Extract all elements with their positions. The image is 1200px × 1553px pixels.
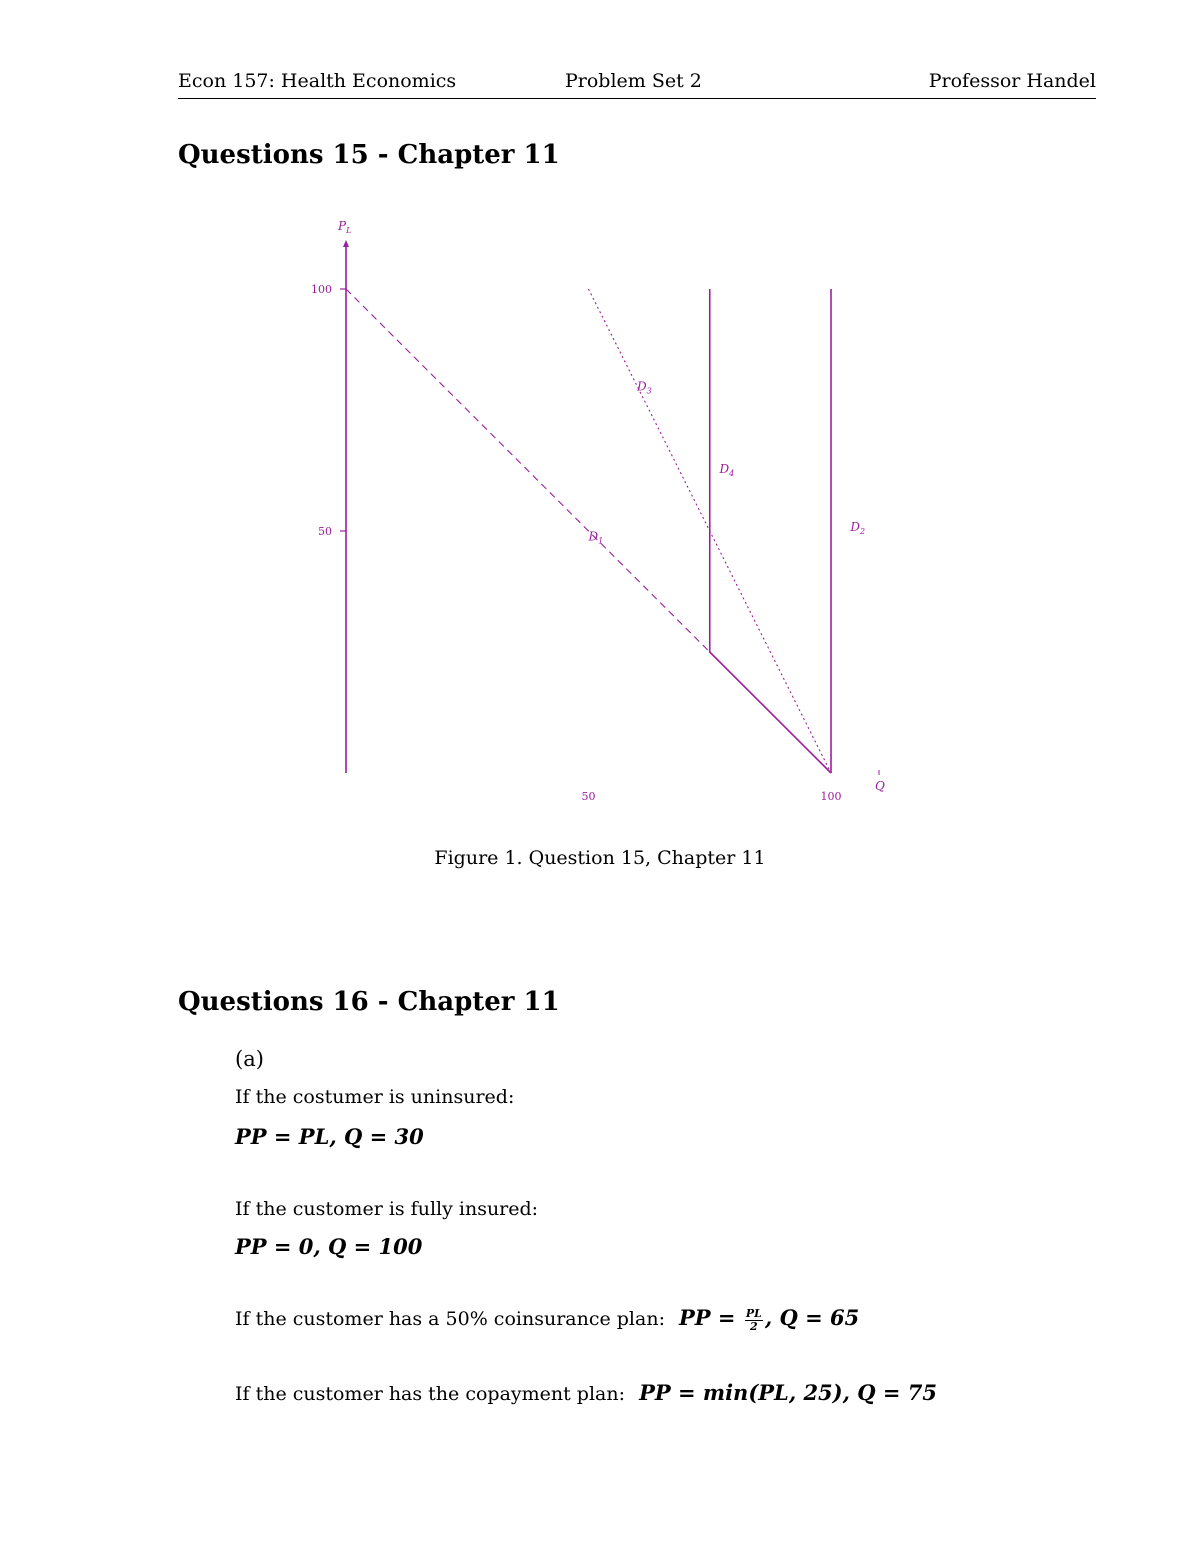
fraction-numerator: PL: [745, 1306, 762, 1320]
fully-insured-text: If the customer is fully insured:: [235, 1198, 539, 1220]
x-axis-label: Q: [875, 779, 885, 793]
y-axis-label: $P_L$: [338, 219, 352, 235]
y-tick-label: 50: [318, 525, 332, 538]
problem-set-label: Problem Set 2: [565, 70, 702, 92]
part-label: (a): [235, 1047, 264, 1071]
coinsurance-equation-rhs: , Q = 65: [764, 1305, 860, 1330]
coinsurance-equation-lhs: PP =: [679, 1305, 743, 1330]
coinsurance-line: [235, 1305, 859, 1333]
uninsured-text: If the costumer is uninsured:: [235, 1086, 515, 1108]
copayment-text: If the customer has the copayment plan:: [235, 1383, 626, 1405]
label-d1: $D_1$: [588, 529, 604, 546]
fully-insured-equation: PP = 0, Q = 100: [235, 1234, 423, 1259]
label-d4: $D_4$: [719, 461, 735, 478]
coinsurance-fraction: [745, 1308, 763, 1333]
copayment-line: [235, 1380, 937, 1405]
coinsurance-text: If the customer has a 50% coinsurance plan:: [235, 1308, 665, 1330]
course-name: Econ 157: Health Economics: [178, 70, 457, 92]
series-d1: [346, 289, 710, 652]
label-d3: $D_3$: [637, 379, 652, 396]
x-tick-label: 50: [581, 790, 596, 803]
figure-caption: Figure 1. Question 15, Chapter 11: [434, 847, 766, 869]
series-d4: [710, 289, 831, 773]
y-tick-label: 100: [311, 283, 332, 296]
question-15-title: Questions 15 - Chapter 11: [178, 140, 560, 170]
question-16-title: Questions 16 - Chapter 11: [178, 987, 560, 1017]
copayment-equation: PP = min(PL, 25), Q = 75: [639, 1380, 937, 1405]
y-axis-arrowhead: [343, 240, 349, 247]
professor-name: Professor Handel: [928, 70, 1096, 92]
uninsured-equation: PP = PL, Q = 30: [235, 1124, 424, 1149]
fraction-denominator: 2: [750, 1319, 758, 1333]
x-tick-label: 100: [820, 790, 842, 803]
label-d2: $D_2$: [850, 520, 866, 536]
